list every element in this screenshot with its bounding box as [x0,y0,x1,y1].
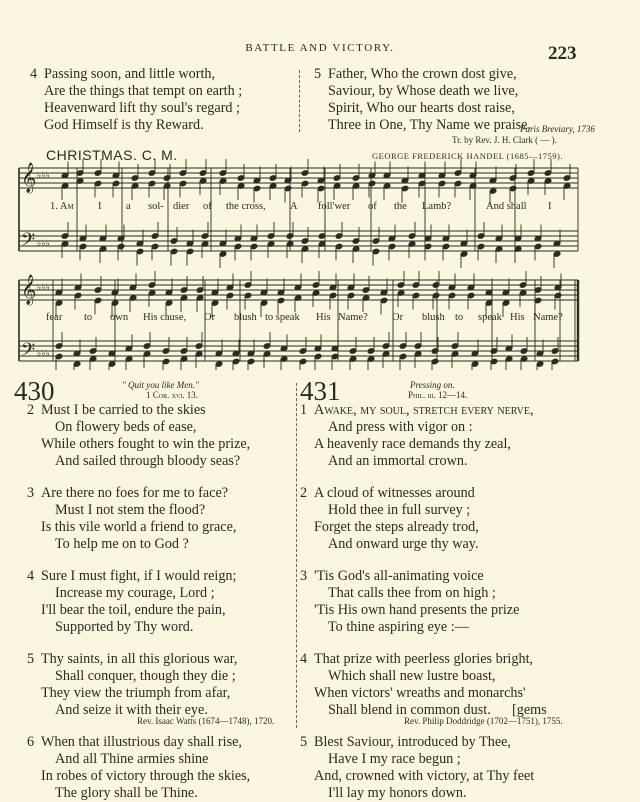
verse-line: Shall blend in common dust. [gems [328,702,547,718]
hymn-number-430: 430 [14,376,55,406]
verse-line: Have I my race begun ; [328,751,461,767]
verse [300,485,547,553]
attribution-source: Paris Breviary, 1736 [520,124,595,134]
lyric-word: His cause, [143,312,187,323]
verse-line: I'll lay my honors down. [328,785,467,801]
verse-number: 4 [27,568,35,584]
verse-line: Passing soon, and little worth, [44,66,216,82]
svg-text:♭♭♭: ♭♭♭ [37,239,50,249]
verse-line: God Himself is thy Reward. [44,117,204,133]
treble-clef-icon: 𝄞 [21,163,37,193]
verse-line: That prize with peerless glories bright, [314,651,534,667]
staff-lines [19,168,578,361]
verse-line: Supported by Thy word. [55,619,194,635]
verse-number: 4 [30,66,38,82]
lyric-word: to speak [265,312,300,323]
verse [300,651,547,719]
verse-line: Three in One, Thy Name we praise. [328,117,532,133]
verse-line: A heavenly race demands thy zeal, [314,436,511,452]
verse-line: Father, Who the crown dost give, [328,66,517,82]
lyric-word: foll'wer [318,201,351,212]
verse-line: Sure I must fight, if I would reign; [41,568,237,584]
svg-text:♭♭♭: ♭♭♭ [37,171,50,181]
prev-verse-4 [30,66,242,134]
verse-line: And press with vigor on : [328,419,473,435]
verse-line: Blest Saviour, introduced by Thee, [314,734,511,750]
verse-line: Must I not stem the flood? [55,502,206,518]
lyric-word: Or [392,312,404,323]
verse-line: When victors' wreaths and monarchs' [314,685,526,701]
barlines [53,168,560,361]
verse-line: To thine aspiring eye :— [328,619,469,635]
treble-clef-icon: 𝄞 [21,275,37,305]
verse-line: Thy saints, in all this glorious war, [41,651,238,667]
lyric-word: blush [422,312,445,323]
verse-number: 2 [300,485,308,501]
lyric-word: to [455,312,464,323]
lyric-word: blush [234,312,257,323]
verse-line: I'll bear the toil, endure the pain, [41,602,226,618]
lyric-word: And shall [486,201,527,212]
tune-name: CHRISTMAS. C. M. [46,147,178,163]
lyric-word: the [394,201,407,212]
verse-line: Are there no foes for me to face? [41,485,229,501]
hymn-motto: Pressing on. [410,380,455,390]
music-score [15,145,583,370]
verse-line: And seize it with their eye. [55,702,208,718]
verse-line: Increase my courage, Lord ; [55,585,215,601]
verse [300,402,547,470]
lyric-word: to [84,312,93,323]
prev-verse-5 [314,66,531,134]
lyric-word: Lamb? [422,201,452,212]
verse-line: A cloud of witnesses around [314,485,475,501]
verse-line: Is this vile world a friend to grace, [41,519,237,535]
hymn-motto: " Quit you like Men." [122,380,199,390]
verse-line: Heavenward lift thy soul's regard ; [44,100,240,116]
verse-line: While others fought to win the prize, [41,436,251,452]
verse-line: Spirit, Who our hearts dost raise, [328,100,515,116]
verse-number: 5 [27,651,35,667]
verse [27,651,250,719]
verse [300,568,547,636]
clefs [21,162,36,365]
column-divider [296,383,297,728]
verse-line: Shall conquer, though they die ; [55,668,236,684]
verse-line: And onward urge thy way. [328,536,479,552]
verse-line: On flowery beds of ease, [55,419,197,435]
attribution-translator: Tr. by Rev. J. H. Clark ( — ). [452,135,557,145]
verse-line: Must I be carried to the skies [41,402,206,418]
hymn-431-verses [300,402,547,802]
lyric-word: speak [478,312,502,323]
lyric-word: Or [204,312,216,323]
bass-clef-icon: 𝄢 [21,230,36,255]
lyrics-line-1 [0,201,640,215]
verse-line: They view the triumph from afar, [41,685,231,701]
lyric-word: A [290,201,298,212]
verse-number: 1 [300,402,308,418]
bass-clef-icon: 𝄢 [21,340,36,365]
verse-line: Saviour, by Whose death we live, [328,83,519,99]
verse-line: Are the things that tempt on earth ; [44,83,243,99]
verse-line: Hold thee in full survey ; [328,502,471,518]
hymn-author: Rev. Philip Doddridge (1702—1751), 1755. [404,716,563,726]
verse-line: In robes of victory through the skies, [41,768,251,784]
verse-number: 6 [27,734,35,750]
composer: GEORGE FREDERICK HANDEL (1685—1759). [372,151,563,161]
verse-line: 'Tis His own hand presents the prize [314,602,520,618]
verse [27,402,250,470]
verse-line: Forget the steps already trod, [314,519,479,535]
page-number: 223 [548,43,577,64]
lyric-word: own [110,312,129,323]
lyric-word: Name? [338,312,368,323]
lyric-word: a [126,201,131,212]
key-signatures [37,171,50,359]
verse-line: When that illustrious day shall rise, [41,734,242,750]
lyric-word: Name? [533,312,563,323]
verse-number: 4 [300,651,308,667]
hymn-number-431: 431 [300,376,341,406]
verse-line: 'Tis God's all-animating voice [314,568,484,584]
verse-line: Which shall new lustre boast, [328,668,496,684]
lyric-word: His [316,312,331,323]
verse-number: 3 [27,485,35,501]
verse-line: And an immortal crown. [328,453,468,469]
hymn-author: Rev. Isaac Watts (1674—1748), 1720. [137,716,275,726]
notes [55,159,571,370]
verse-number: 5 [314,66,322,82]
verse-line: And sailed through bloody seas? [55,453,241,469]
lyric-word: the cross, [226,201,266,212]
verse-number: 3 [300,568,308,584]
svg-text:♭♭♭: ♭♭♭ [37,283,50,293]
verse-line: To help me on to God ? [55,536,189,552]
lyric-word: sol- [148,201,164,212]
scripture-ref: Phil. iii. 12—14. [408,390,468,400]
verse-line: Awake, my soul, stretch every nerve, [314,402,534,418]
lyric-word: dier [173,201,190,212]
lyric-word: His [510,312,525,323]
hymn-430-verses [27,402,250,802]
verse-number: 5 [300,734,308,750]
verse-line: The glory shall be Thine. [55,785,198,801]
scripture-ref: 1 Cor. xvi. 13. [146,390,199,400]
lyric-word: 1. Am [50,201,74,212]
lyric-word: of [203,201,212,212]
verse-number: 2 [27,402,35,418]
svg-text:♭♭♭: ♭♭♭ [37,349,50,359]
lyric-word: of [368,201,377,212]
column-divider [299,70,300,132]
verse-line: And, crowned with victory, at Thy feet [314,768,535,784]
lyric-word: fear [46,312,63,323]
verse-line: And all Thine armies shine [55,751,209,767]
lyrics-line-2 [0,312,640,326]
verse-line: That calls thee from on high ; [328,585,496,601]
verse [27,485,250,553]
lyric-word: I [548,201,552,212]
running-title: BATTLE AND VICTORY. [245,42,395,54]
lyric-word: I [98,201,102,212]
verse [27,568,250,636]
